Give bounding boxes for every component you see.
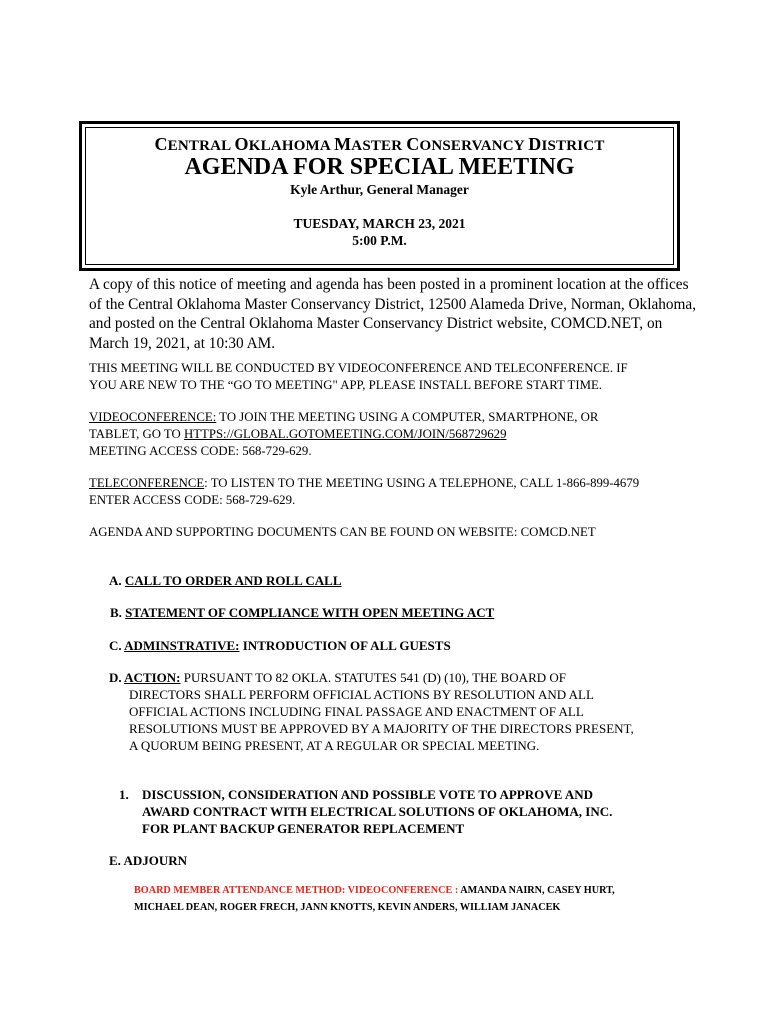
meeting-date: TUESDAY, MARCH 23, 2021 xyxy=(293,216,466,231)
teleconference-label: TELECONFERENCE xyxy=(89,476,205,490)
videoconference-notice: THIS MEETING WILL BE CONDUCTED BY VIDEOCONFERENCE AND TELECONFERENCE. IF YOU ARE NEW TO THE “GO TO MEETING" APP, PLEASE INSTALL BEFORE START TIME. xyxy=(89,361,628,392)
tele-access-code: ENTER ACCESS CODE: 568-729-629. xyxy=(89,493,296,507)
district-name: CENTRAL OKLAHOMA MASTER CONSERVANCY DISTRICT xyxy=(154,134,605,154)
agenda-item-d: D. ACTION: PURSUANT TO 82 OKLA. STATUTES 541 (D) (10), THE BOARD OF DIRECTORS SHALL PERFORM OFFICIAL ACTIONS BY RESOLUTION AND ALL OFFICIAL ACTIONS INCLUDING FINAL PASSAGE AND ENACTMENT OF ALL RESOLUTIONS MUST BE APPROVED BY A MAJORITY OF THE DIRECTORS PRESENT, A QUORUM BEING PRESENT, AT A REGULAR OR SPECIAL MEETING. xyxy=(109,670,634,753)
board-attendance: BOARD MEMBER ATTENDANCE METHOD: VIDEOCONFERENCE : AMANDA NAIRN, CASEY HURT, MICHAEL DEAN, ROGER FRECH, JANN KNOTTS, KEVIN ANDERS, WILLIAM JANACEK xyxy=(134,885,615,913)
agenda-item-a: A. CALL TO ORDER AND ROLL CALL xyxy=(109,573,342,588)
agenda-item-b: B. STATEMENT OF COMPLIANCE WITH OPEN MEETING ACT xyxy=(110,605,495,620)
agenda-item-e: E. ADJOURN xyxy=(109,853,188,868)
meeting-link[interactable]: HTTPS://GLOBAL.GOTOMEETING.COM/JOIN/568729629 xyxy=(183,427,507,441)
documents-notice: AGENDA AND SUPPORTING DOCUMENTS CAN BE FOUND ON WEBSITE: COMCD.NET xyxy=(89,525,596,539)
agenda-item-c: C. ADMINSTRATIVE: INTRODUCTION OF ALL GUESTS xyxy=(109,638,451,653)
teleconference-instructions: TELECONFERENCE: TO LISTEN TO THE MEETING USING A TELEPHONE, CALL 1-866-899-4679 ENTER ACCESS CODE: 568-729-629. xyxy=(89,476,640,507)
videoconference-label: VIDEOCONFERENCE: xyxy=(89,410,217,424)
general-manager: Kyle Arthur, General Manager xyxy=(290,182,469,197)
header-box xyxy=(79,121,680,271)
meeting-access-code: MEETING ACCESS CODE: 568-729-629. xyxy=(89,444,312,458)
meeting-time: 5:00 P.M. xyxy=(352,233,407,248)
agenda-title: AGENDA FOR SPECIAL MEETING xyxy=(184,154,575,180)
videoconference-instructions: VIDEOCONFERENCE: TO JOIN THE MEETING USING A COMPUTER, SMARTPHONE, OR TABLET, GO TO HTTPS://GLOBAL.GOTOMEETING.COM/JOIN/568729629 MEETING ACCESS CODE: 568-729-629. xyxy=(89,410,599,458)
posting-notice: A copy of this notice of meeting and agenda has been posted in a prominent location at the offices of the Central Oklahoma Master Conservancy District, 12500 Alameda Drive, Norman, Oklahoma, and posted on the Central Oklahoma Master Conservancy District website, COMCD.NET, on March 19, 2021, at 10:30 AM. xyxy=(89,276,697,352)
attendance-method-label: BOARD MEMBER ATTENDANCE METHOD: VIDEOCONFERENCE : xyxy=(134,885,461,896)
agenda-sub-item-1: 1. DISCUSSION, CONSIDERATION AND POSSIBLE VOTE TO APPROVE AND AWARD CONTRACT WITH ELECTRICAL SOLUTIONS OF OKLAHOMA, INC. FOR PLANT BACKUP GENERATOR REPLACEMENT xyxy=(119,787,613,836)
